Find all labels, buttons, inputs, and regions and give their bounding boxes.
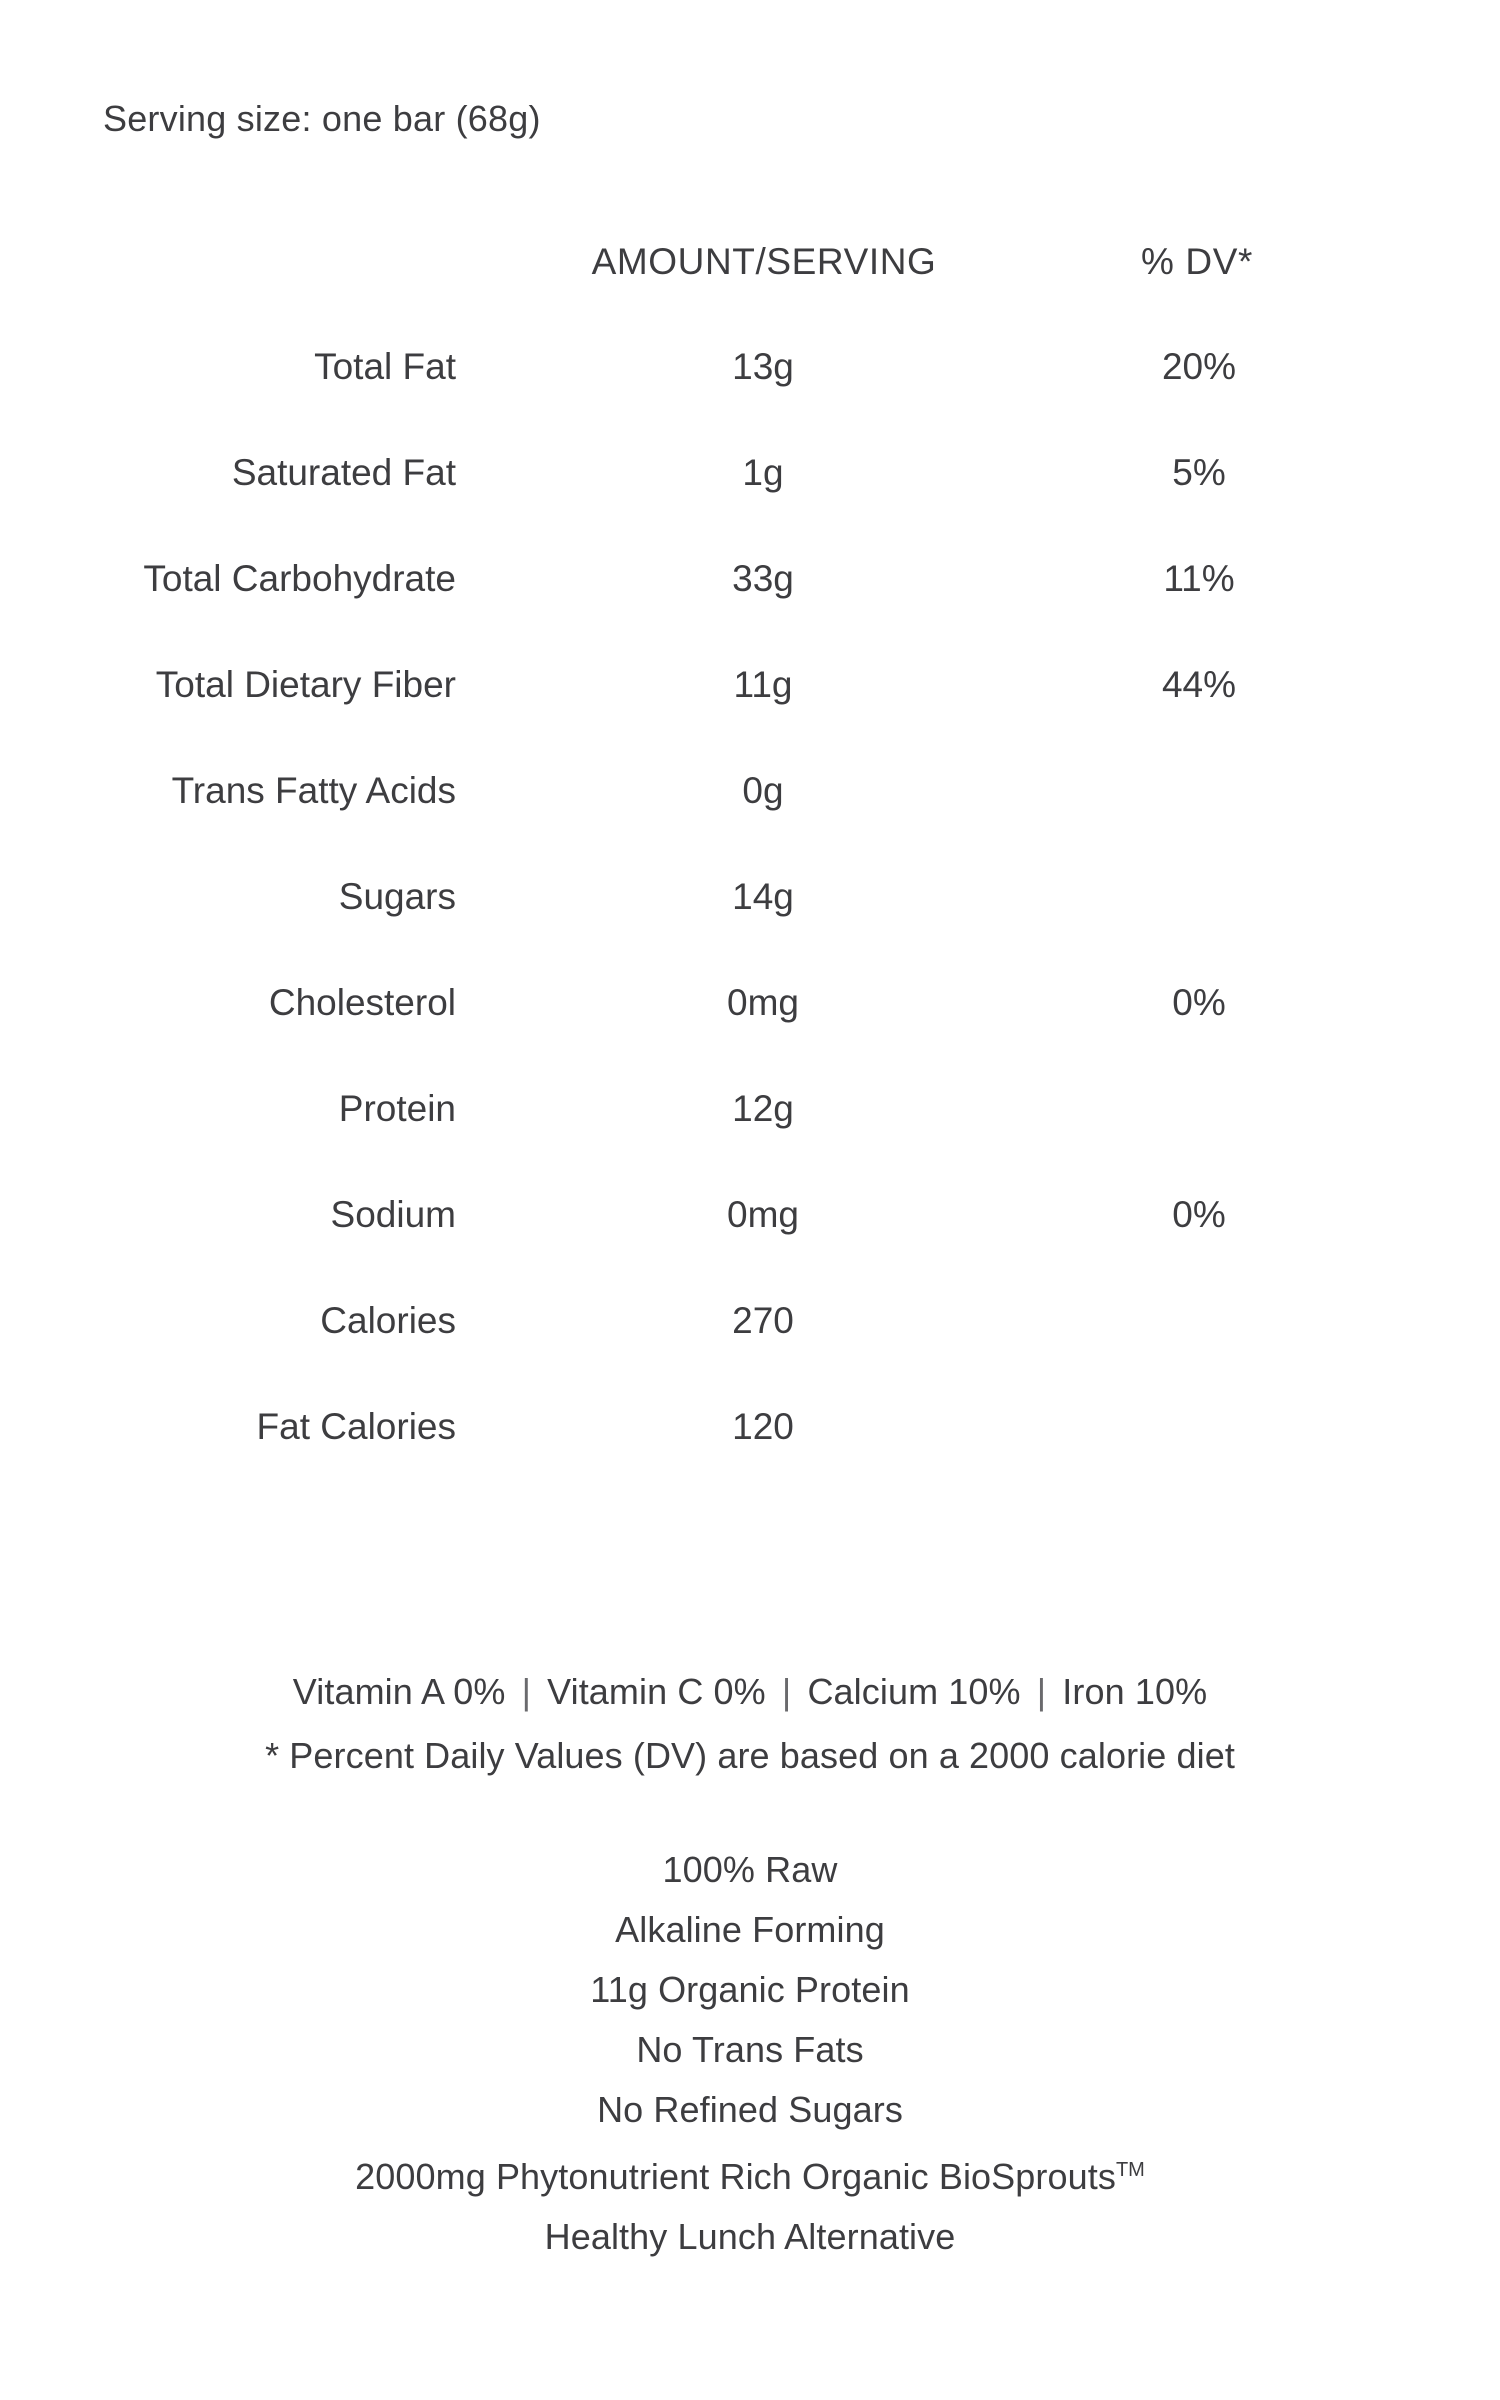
table-row — [0, 314, 1420, 420]
table-row — [0, 1268, 1420, 1374]
claim-text: No Trans Fats — [636, 2029, 864, 2070]
serving-size-text: Serving size: one bar (68g) — [103, 98, 541, 139]
claim-text: 2000mg Phytonutrient Rich Organic BioSprouts — [355, 2156, 1116, 2197]
product-claims-list — [0, 1840, 1500, 2267]
table-row — [0, 1162, 1420, 1268]
nutrient-dv: 0% — [1172, 982, 1226, 1023]
nutrient-dv — [1000, 1056, 1420, 1162]
nutrient-amount: 0g — [742, 770, 784, 811]
table-row — [0, 1374, 1420, 1480]
table-row — [0, 632, 1420, 738]
nutrient-amount: 14g — [732, 876, 794, 917]
claim-item — [0, 1900, 1500, 1960]
nutrient-name: Total Dietary Fiber — [155, 664, 456, 705]
vitamin-a-value: Vitamin A 0% — [292, 1671, 506, 1712]
column-header-nutrient — [0, 210, 540, 314]
calcium-value: Calcium 10% — [807, 1671, 1021, 1712]
nutrient-dv: 20% — [1161, 346, 1237, 387]
table-header — [0, 210, 1420, 314]
nutrient-name: Total Fat — [314, 346, 456, 387]
nutrient-name: Calories — [320, 1300, 456, 1341]
vitamin-separator: | — [781, 1671, 792, 1712]
vitamin-c-value: Vitamin C 0% — [547, 1671, 766, 1712]
nutrient-dv — [1000, 1374, 1420, 1480]
claim-text: No Refined Sugars — [597, 2089, 903, 2130]
trademark-symbol: TM — [1115, 2159, 1145, 2181]
nutrient-name: Trans Fatty Acids — [171, 770, 456, 811]
claim-item — [0, 2140, 1500, 2207]
table-row — [0, 420, 1420, 526]
nutrient-amount: 0mg — [727, 982, 799, 1023]
claim-item — [0, 1840, 1500, 1900]
vitamin-separator: | — [521, 1671, 532, 1712]
daily-value-note: * Percent Daily Values (DV) are based on a 2000 calorie diet — [265, 1735, 1235, 1776]
nutrient-amount: 33g — [732, 558, 794, 599]
nutrient-dv: 44% — [1161, 664, 1237, 705]
table-row — [0, 526, 1420, 632]
nutrient-dv: 11% — [1163, 558, 1235, 599]
table-row — [0, 844, 1420, 950]
table-body — [0, 314, 1420, 1480]
nutrient-name: Protein — [338, 1088, 456, 1129]
footnotes — [0, 1660, 1500, 1788]
nutrient-name: Sugars — [338, 876, 456, 917]
nutrient-name: Total Carbohydrate — [143, 558, 456, 599]
table-row — [0, 950, 1420, 1056]
nutrient-amount: 13g — [732, 346, 794, 387]
nutrient-name: Sodium — [330, 1194, 456, 1235]
nutrient-amount: 12g — [732, 1088, 794, 1129]
nutrient-name: Saturated Fat — [231, 452, 456, 493]
iron-value: Iron 10% — [1062, 1671, 1208, 1712]
nutrient-amount: 1g — [742, 452, 784, 493]
nutrient-dv — [1000, 844, 1420, 950]
nutrient-dv: 0% — [1172, 1194, 1226, 1235]
claim-text: Alkaline Forming — [615, 1909, 885, 1950]
claim-item — [0, 2020, 1500, 2080]
claim-text: 11g Organic Protein — [590, 1969, 910, 2010]
nutrient-amount: 0mg — [727, 1194, 799, 1235]
table-header-row — [0, 210, 1420, 314]
column-header-amount-per-serving: AMOUNT/SERVING — [591, 241, 937, 282]
claim-item — [0, 2080, 1500, 2140]
nutrient-dv — [1000, 738, 1420, 844]
claim-text: 100% Raw — [662, 1849, 838, 1890]
nutrient-dv — [1000, 1268, 1420, 1374]
table-row — [0, 1056, 1420, 1162]
claim-text: Healthy Lunch Alternative — [544, 2216, 956, 2257]
nutrient-amount: 120 — [732, 1406, 794, 1447]
table-row — [0, 738, 1420, 844]
nutrient-name: Cholesterol — [268, 982, 456, 1023]
nutrient-amount: 270 — [732, 1300, 794, 1341]
column-header-percent-dv: % DV* — [1141, 241, 1253, 282]
claim-item — [0, 1960, 1500, 2020]
vitamin-separator: | — [1036, 1671, 1047, 1712]
nutrition-facts-table — [0, 210, 1420, 1480]
nutrient-name: Fat Calories — [256, 1406, 456, 1447]
claim-item — [0, 2207, 1500, 2267]
nutrient-dv: 5% — [1172, 452, 1226, 493]
vitamins-line — [0, 1660, 1500, 1724]
nutrient-amount: 11g — [733, 664, 793, 705]
